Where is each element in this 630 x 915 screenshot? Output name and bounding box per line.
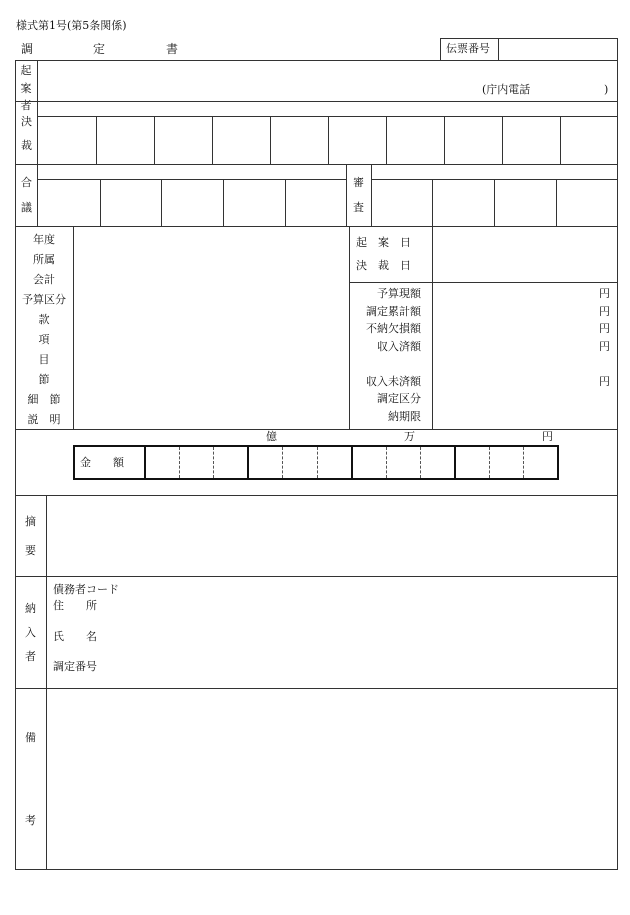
payer-label-3: 者 <box>25 650 36 663</box>
draft-date-label: 起 案 日 <box>356 236 411 249</box>
amount-label: 金 額 <box>80 456 124 469</box>
drafter-label: 起 案 者 <box>20 64 32 113</box>
remarks-label-2: 考 <box>25 814 36 827</box>
debtor-code-label: 債務者コード <box>53 583 119 596</box>
consult-label-1: 合 <box>21 176 32 189</box>
phone-close: ) <box>604 83 609 96</box>
amount-labels: 予算現額 調定累計額 不納欠損額 収入済額 収入未済額 調定区分 納期限 <box>366 287 421 423</box>
review-label-2: 査 <box>353 201 364 214</box>
assess-number-label: 調定番号 <box>53 660 97 673</box>
name-label: 氏 名 <box>53 630 97 643</box>
title-char-2: 定 <box>93 42 106 56</box>
address-label: 住 所 <box>53 599 97 612</box>
decision-date-label: 決 裁 日 <box>356 259 411 272</box>
summary-label-1: 摘 <box>25 515 36 528</box>
title-char-3: 書 <box>166 42 179 56</box>
approval-label-2: 裁 <box>21 139 32 152</box>
slip-number-label: 伝票番号 <box>446 42 490 55</box>
unit-man: 万 <box>404 430 415 443</box>
budget-labels: 年度 所属 会計 予算区分 款 項 目 節 細 節 説 明 <box>22 233 66 426</box>
form-number: 様式第1号(第5条関係) <box>16 19 127 32</box>
payer-label-1: 納 <box>25 602 36 615</box>
summary-label-2: 要 <box>25 544 36 557</box>
unit-yen: 円 <box>542 430 553 443</box>
consult-label-2: 議 <box>21 201 32 214</box>
approval-label-1: 決 <box>21 115 32 128</box>
phone-label: (庁内電話 <box>482 83 531 96</box>
payer-label-2: 入 <box>25 626 36 639</box>
yen-units: 円 円 円 円 円 <box>599 287 610 388</box>
unit-oku: 億 <box>266 430 277 443</box>
title-char-1: 調 <box>21 42 34 56</box>
review-label-1: 審 <box>353 176 364 189</box>
remarks-label-1: 備 <box>25 731 36 744</box>
